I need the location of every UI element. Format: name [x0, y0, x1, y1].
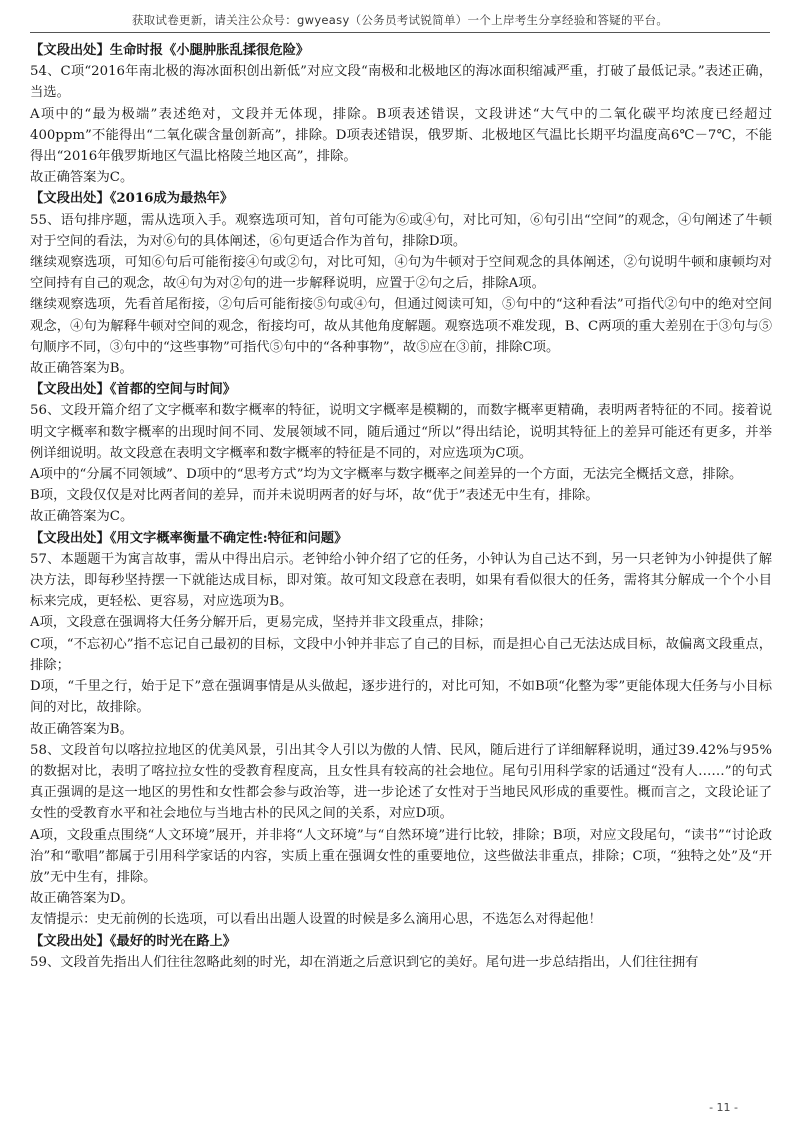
paragraph: 58、文段首句以喀拉拉地区的优美风景，引出其令人引以为傲的人情、民风，随后进行了详细解释说明，通过39.42%与95%的数据对比，表明了喀拉拉女性的受教育程度高，且女性具有较高的社会地位。尾句引用科学家的话通过“没有人……”的句式真正强调的是这一地区的男性和女性都会参与政治等，进一步论述了女性对于当地民风形成的重要性。概而言之，文段论证了女性的受教育水平和社会地位与当地古朴的民风之间的关系，对应D项。 [30, 742, 772, 822]
paragraph: A项，文段重点围绕“人文环境”展开，并非将“人文环境”与“自然环境”进行比较，排除；B项，对应文段尾句，“读书”“讨论政治”和“歌唱”都属于引用科学家话的内容，实质上重在强调女性的重要地位，这些做法非重点，排除；C项，“独特之处”及“开放”无中生有，排除。 [30, 827, 772, 885]
paragraph: B项，文段仅仅是对比两者间的差异，而并未说明两者的好与坏，故“优于”表述无中生有，排除。 [30, 488, 599, 504]
source-line: 【文段出处】《首都的空间与时间》 [30, 382, 237, 398]
tip-line: 友情提示：史无前例的长选项，可以看出出题人设置的时候是多么滴用心思，不选怎么对得起他！ [30, 912, 602, 928]
paragraph: A项，文段意在强调将大任务分解开后，更易完成，坚持并非文段重点，排除； [30, 615, 492, 631]
paragraph: 55、语句排序题，需从选项入手。观察选项可知，首句可能为⑥或④句，对比可知，⑥句引出“空间”的观念，④句阐述了牛顿对于空间的看法，为对⑥句的具体阐述，⑥句更适合作为首句，排除D项。 [30, 212, 772, 249]
paragraph: 57、本题题干为寓言故事，需从中得出启示。老钟给小钟介绍了它的任务，小钟认为自己达不到，另一只老钟为小钟提供了解决方法，即每秒坚持摆一下就能达成目标，即对策。故可知文段意在表明，如果有看似很大的任务，需将其分解成一个个小目标来完成，更轻松、更容易，对应选项为B。 [30, 551, 772, 610]
paragraph: 继续观察选项，先看首尾衔接，②句后可能衔接⑤句或④句，但通过阅读可知，⑤句中的“这种看法”可指代②句中的绝对空间观念，④句为解释牛顿对空间的观念，衔接均可，故从其他角度解题。观察选项不难发现，B、C两项的重大差别在于③句与⑤句顺序不同，③句中的“这些事物”可指代⑤句中的“各种事物”，故⑤应在③前，排除C项。 [30, 297, 772, 355]
page-number: - 11 - [709, 1101, 738, 1114]
paragraph: A项中的“最为极端”表述绝对，文段并无体现，排除。B项表述错误，文段讲述“大气中的二氧化碳平均浓度已经超过400ppm”不能得出“二氧化碳含量创新高”，排除。D项表述错误，俄罗斯、北极地区气温比长期平均温度高6℃－7℃，不能得出“2016年俄罗斯地区气温比格陵兰地区高”，排除。 [30, 106, 772, 165]
header-banner: 获取试卷更新，请关注公众号：gwyeasy（公务员考试锐简单）一个上岸考生分享经验和答疑的平台。 [131, 13, 669, 27]
source-line: 【文段出处】生命时报《小腿肿胀乱揉很危险》 [30, 43, 310, 58]
paragraph: D项，“千里之行，始于足下”意在强调事情是从头做起，逐步进行的，对比可知，不如B项“化整为零”更能体现大任务与小目标间的对比，故排除。 [30, 679, 772, 716]
source-line: 【文段出处】《用文字概率衡量不确定性:特征和问题》 [30, 530, 348, 546]
answer-line: 故正确答案为C。 [30, 170, 134, 186]
source-line: 【文段出处】《最好的时光在路上》 [30, 933, 237, 949]
answer-line: 故正确答案为B。 [30, 361, 133, 377]
paragraph: C项，“不忘初心”指不忘记自己最初的目标，文段中小钟并非忘了自己的目标，而是担心自己无法达成目标，故偏离文段重点，排除； [30, 636, 772, 673]
header-divider [30, 32, 770, 33]
paragraph: 56、文段开篇介绍了文字概率和数字概率的特征，说明文字概率是模糊的，而数字概率更精确，表明两者特征的不同。接着说明文字概率和数字概率的出现时间不同、发展领域不同，随后通过“所以”得出结论，说明其特征上的差异可能还有更多，并举例详细说明。故文段意在表明文字概率和数字概率的特征是不同的，对应选项为C项。 [30, 403, 772, 461]
paragraph: 54、C项“2016年南北极的海冰面积创出新低”对应文段“南极和北极地区的海冰面积缩减严重，打破了最低记录。”表述正确，当选。 [30, 64, 772, 101]
paragraph: 59、文段首先指出人们往往忽略此刻的时光，却在消逝之后意识到它的美好。尾句进一步总结指出，人们往往拥有 [30, 954, 699, 970]
answer-line: 故正确答案为C。 [30, 509, 134, 525]
paragraph: 继续观察选项，可知⑥句后可能衔接④句或②句，对比可知，④句为牛顿对于空间观念的具体阐述，②句说明牛顿和康顿均对空间持有自己的观念，故④句为对②句的进一步解释说明，应置于②句之后，排除A项。 [30, 255, 772, 292]
paragraph: A项中的“分属不同领域”、D项中的“思考方式”均为文字概率与数字概率之间差异的一个方面，无法完全概括文意，排除。 [30, 467, 743, 483]
document-body [30, 40, 772, 973]
answer-line: 故正确答案为B。 [30, 721, 133, 737]
source-line: 【文段出处】《2016成为最热年》 [30, 191, 234, 207]
answer-line: 故正确答案为D。 [30, 891, 134, 907]
